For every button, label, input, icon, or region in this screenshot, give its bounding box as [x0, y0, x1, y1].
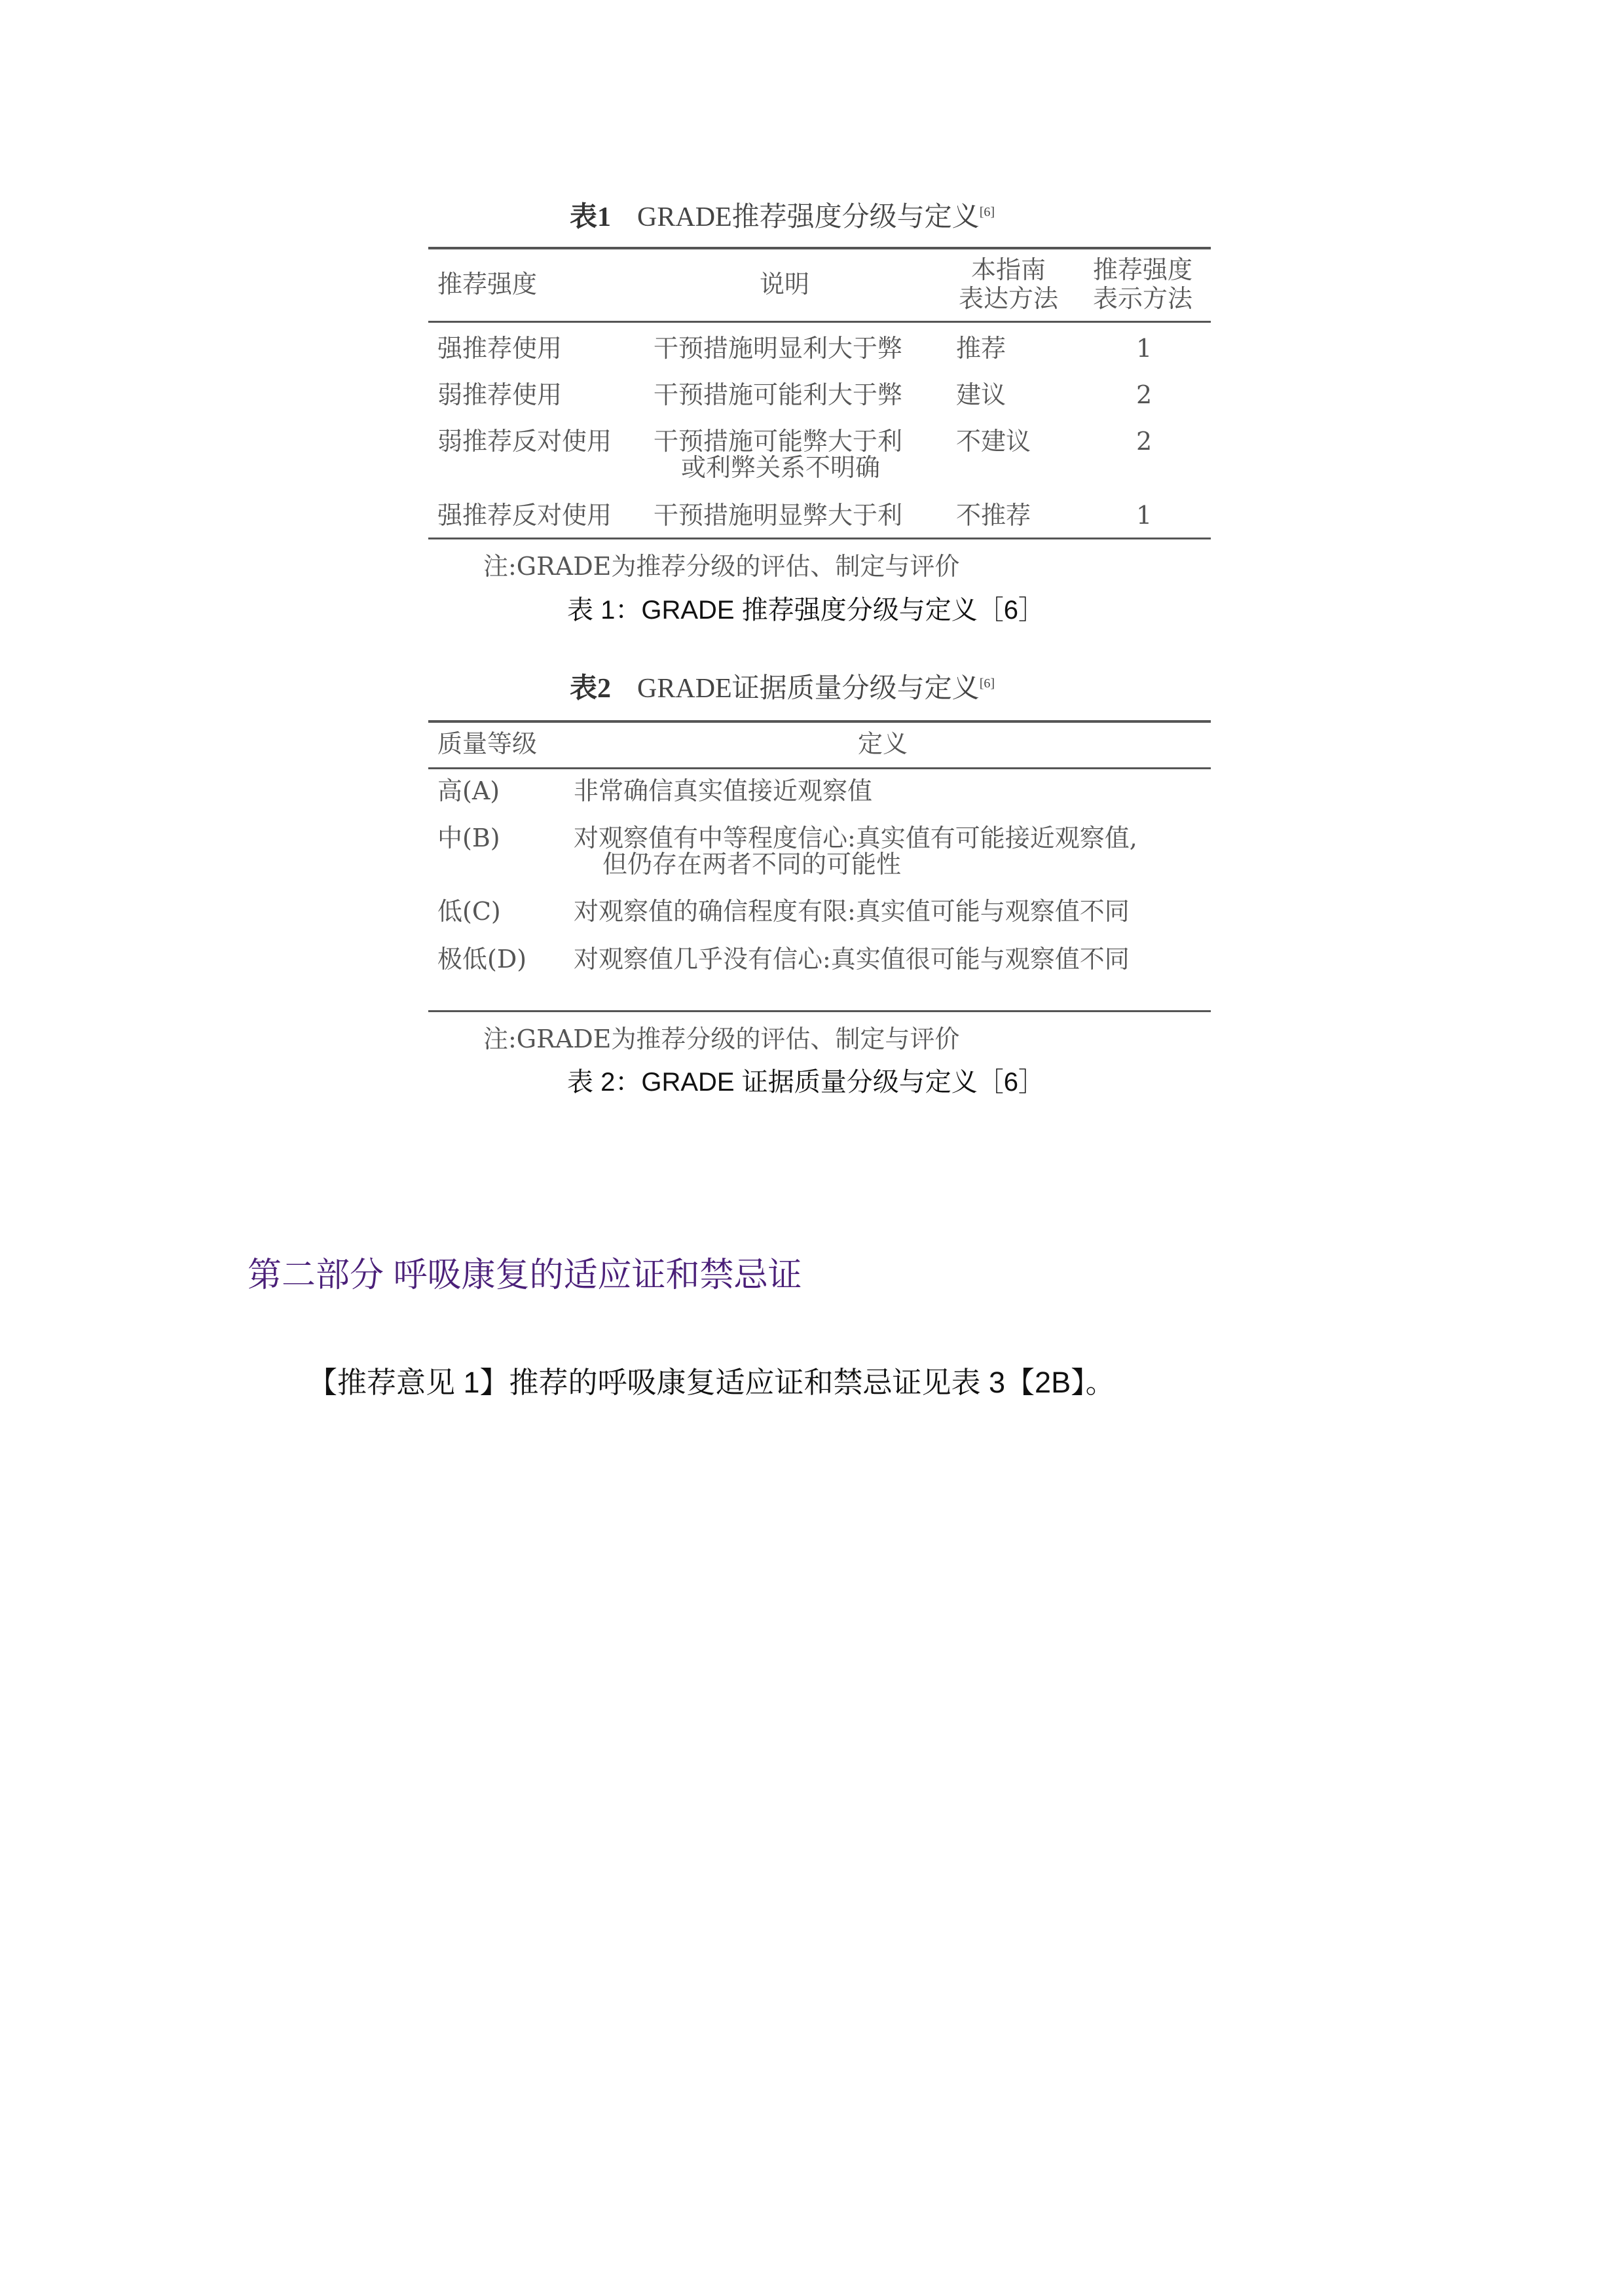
cell-desc-line2: 或利弊关系不明确 — [681, 453, 881, 482]
cell-expr: 推荐 — [956, 334, 1006, 363]
cell-code: 1 — [1136, 501, 1153, 530]
cell-code: 1 — [1136, 334, 1153, 363]
cell-def: 对观察值的确信程度有限:真实值可能与观察值不同 — [574, 897, 1130, 926]
cell-code: 2 — [1136, 380, 1153, 409]
table1-header-desc: 说明 — [760, 270, 810, 299]
cell-def-line2: 但仍存在两者不同的可能性 — [602, 850, 902, 879]
table2-header-grade: 质量等级 — [437, 729, 538, 758]
table2-header-def: 定义 — [858, 729, 908, 758]
cell-desc: 干预措施可能弊大于利 — [654, 427, 903, 456]
cell-strength: 弱推荐反对使用 — [437, 427, 612, 456]
cell-code: 2 — [1136, 427, 1153, 456]
cell-grade: 低(C) — [437, 897, 501, 926]
recommendation-paragraph: 【推荐意见 1】推荐的呼吸康复适应证和禁忌证见表 3【2B】。 — [308, 1366, 1115, 1399]
cell-def: 对观察值几乎没有信心:真实值很可能与观察值不同 — [574, 945, 1130, 974]
table2-top-rule — [428, 720, 1211, 723]
cell-desc: 干预措施明显利大于弊 — [654, 334, 903, 363]
cell-def: 非常确信真实值接近观察值 — [574, 776, 873, 805]
table1-title: 表1 GRADE推荐强度分级与定义[6] — [570, 202, 995, 232]
table1-header-expr: 本指南 表达方法 — [958, 255, 1058, 313]
cell-grade: 高(A) — [437, 776, 500, 805]
section-heading: 第二部分 呼吸康复的适应证和禁忌证 — [248, 1256, 802, 1294]
cell-grade: 中(B) — [437, 824, 500, 852]
cell-strength: 强推荐使用 — [437, 334, 563, 363]
cell-expr: 不建议 — [956, 427, 1031, 456]
table1-header-strength: 推荐强度 — [437, 270, 538, 299]
table2-bottom-rule — [428, 1010, 1211, 1012]
table2-title: 表2 GRADE证据质量分级与定义[6] — [570, 674, 995, 704]
cell-expr: 不推荐 — [956, 501, 1031, 530]
table1-note: 注:GRADE为推荐分级的评估、制定与评价 — [483, 552, 960, 581]
table1-header-code: 推荐强度 表示方法 — [1092, 255, 1192, 313]
table2-caption: 表 2：GRADE 证据质量分级与定义［6］ — [567, 1068, 1044, 1097]
cell-desc: 干预措施可能利大于弊 — [654, 380, 903, 409]
table1-caption: 表 1：GRADE 推荐强度分级与定义［6］ — [567, 596, 1044, 625]
table1-top-rule — [428, 247, 1211, 249]
table2-note: 注:GRADE为推荐分级的评估、制定与评价 — [483, 1025, 960, 1053]
cell-def: 对观察值有中等程度信心:真实值有可能接近观察值, — [574, 824, 1137, 852]
cell-grade: 极低(D) — [437, 945, 527, 974]
table1-bottom-rule — [428, 538, 1211, 539]
table2-header-rule — [428, 767, 1211, 769]
cell-desc: 干预措施明显弊大于利 — [654, 501, 903, 530]
cell-strength: 弱推荐使用 — [437, 380, 563, 409]
cell-expr: 建议 — [956, 380, 1006, 409]
cell-strength: 强推荐反对使用 — [437, 501, 612, 530]
table1-header-rule — [428, 321, 1211, 323]
